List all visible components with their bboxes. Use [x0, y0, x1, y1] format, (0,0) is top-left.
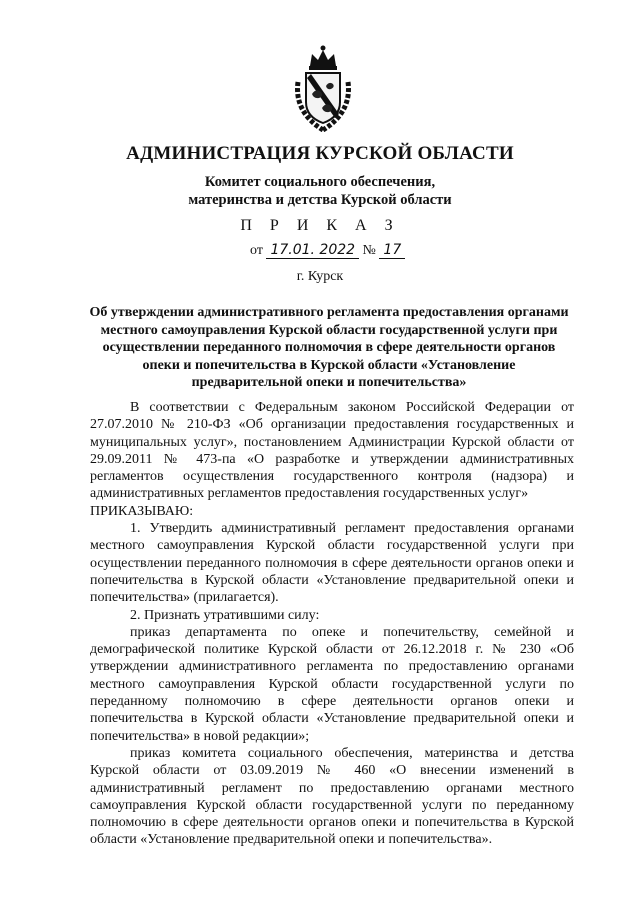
kursk-coat-of-arms-icon: [290, 42, 356, 132]
order-date: 17.01. 2022: [266, 243, 359, 259]
number-prefix: №: [362, 243, 376, 258]
date-prefix: от: [250, 243, 263, 258]
committee-line-2: материнства и детства Курской области: [188, 192, 452, 208]
order-date-number: [250, 243, 430, 259]
clause-1: 1. Утвердить административный регламент предоставления органами местного самоуправления Курской области государственной услуги при осуществлении переданного полномочия в сфере деятельности органов опеки и попечительства в Курской области «Установление предварительной опеки и попечительства» (прилагается).: [90, 521, 574, 606]
repealed-order-2: приказ комитета социального обеспечения, материнства и детства Курской области от 03.09.2019 № 460 «О внесении изменений в административный регламент по предоставлению органами местного самоуправления Курской области государственной услуги по переданному полномочию в сфере деятельности органов опеки и попечительства в Курской области «Установление предварительной опеки и попечительства».: [90, 745, 574, 848]
city: г. Курск: [296, 269, 344, 284]
committee-line-1: Комитет социального обеспечения,: [204, 174, 436, 190]
preamble-paragraph: В соответствии с Федеральным законом Российской Федерации от 27.07.2010 № 210-ФЗ «Об организации предоставления государственных и муниципальных услуг», постановлением Администрации Курской области от 29.09.2011 № 473-па «О разработке и утверждении административных регламентов осуществления государственного контроля (надзора) и административных регламентов предоставления государственных услуг»: [90, 400, 574, 502]
order-body: [90, 399, 574, 849]
order-command: ПРИКАЗЫВАЮ:: [90, 503, 194, 519]
order-subject: Об утверждении административного регламента предоставления органами местного самоуправления Курской области государственной услуги при осуществлении переданного полномочия в сфере деятельности органов опеки и попечительства в Курской области «Установление предварительной опеки и попечительства»: [89, 305, 569, 390]
clause-2: 2. Признать утратившими силу:: [130, 607, 320, 623]
repealed-order-1: приказ департамента по опеке и попечительству, семейной и демографической политике Курской области от 26.12.2018 г. № 230 «Об утверждении административного регламента по предоставлению органами местного самоуправления Курской области государственной услуги по переданному полномочию в сфере деятельности органов опеки и попечительства в Курской области «Установление предварительной опеки и попечительства» в новой редакции»;: [90, 624, 574, 744]
organization-title: АДМИНИСТРАЦИЯ КУРСКОЙ ОБЛАСТИ: [126, 143, 514, 164]
committee-name: [0, 173, 640, 209]
order-number: 17: [379, 243, 405, 259]
order-heading: П Р И К А З: [240, 217, 400, 234]
